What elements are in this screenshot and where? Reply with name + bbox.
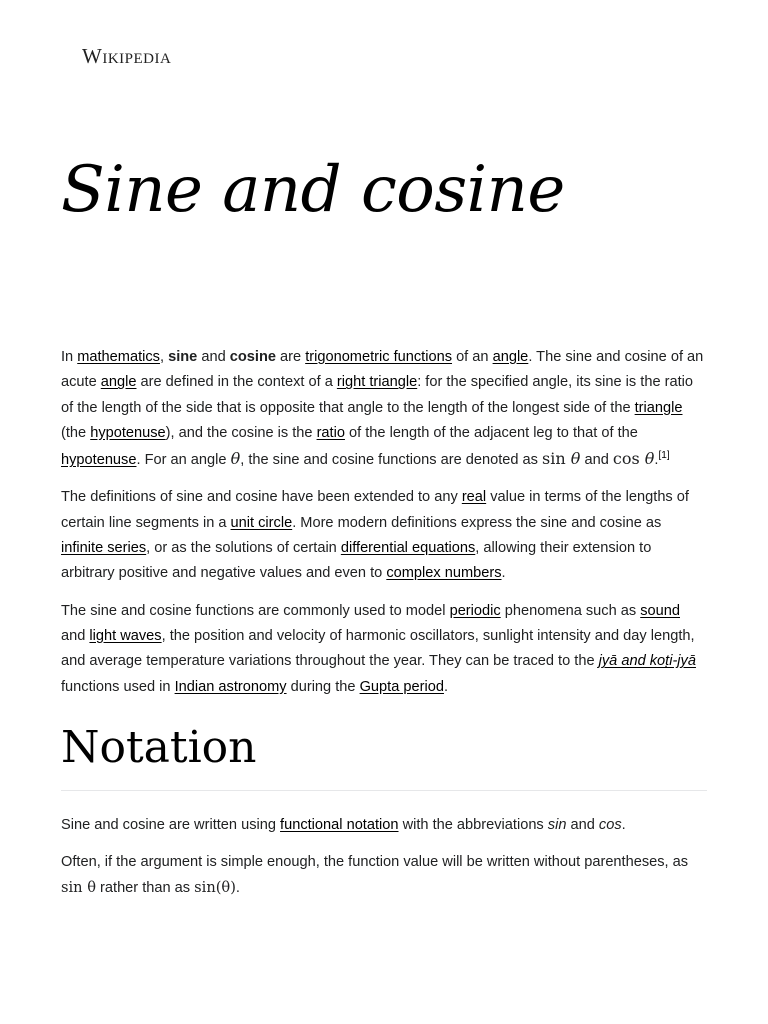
section-divider xyxy=(61,790,707,791)
bold-cosine: cosine xyxy=(229,349,276,365)
text: Often, if the argument is simple enough, the function value will be written without parentheses, as xyxy=(61,854,689,871)
link-mathematics[interactable]: mathematics xyxy=(77,349,160,365)
text: . More modern definitions express the sine and cosine as xyxy=(292,514,662,531)
link-triangle[interactable]: triangle xyxy=(634,399,683,416)
link-infinite-series[interactable]: infinite series xyxy=(61,540,147,557)
notation-paragraph-1 xyxy=(61,813,707,838)
text: phenomena such as xyxy=(500,602,641,619)
text: functions used in xyxy=(61,678,175,695)
text: of the length of the adjacent leg to that of the xyxy=(344,424,638,441)
text: during the xyxy=(286,678,360,695)
link-indian-astronomy[interactable]: Indian astronomy xyxy=(174,678,287,695)
section-heading-notation: Notation xyxy=(61,721,257,773)
link-ratio[interactable]: ratio xyxy=(316,424,345,441)
text: . The sine and cosine of an acute xyxy=(61,349,704,391)
text: are xyxy=(275,349,306,365)
theta-symbol: θ xyxy=(570,449,581,469)
link-gupta-period[interactable]: Gupta period xyxy=(359,678,444,695)
text: . xyxy=(235,880,240,897)
text: of an xyxy=(452,349,493,365)
sin-symbol: sin xyxy=(542,449,566,469)
text: : for the specified angle, its sine is the ratio of the length of the side that is opposite that angle to the length of the longest side of the xyxy=(61,374,694,416)
reference-link[interactable]: [1] xyxy=(658,450,670,462)
link-hypotenuse[interactable]: hypotenuse xyxy=(90,424,166,441)
text: are defined in the context of a xyxy=(136,374,337,391)
text: , the position and velocity of harmonic oscillators, sunlight intensity and day length, and average temperature variations throughout the year. They can be traced to the xyxy=(61,627,695,670)
text: , xyxy=(159,349,169,365)
text: . For an angle xyxy=(136,452,231,469)
link-angle[interactable]: angle xyxy=(492,349,529,365)
article-body xyxy=(61,345,707,914)
intro-paragraph-2 xyxy=(61,485,707,586)
math-cos-theta xyxy=(613,449,655,468)
link-complex-numbers[interactable]: complex numbers xyxy=(386,565,502,582)
intro-paragraph-3 xyxy=(61,599,707,700)
text: and xyxy=(197,349,230,365)
abbr-cos: cos xyxy=(598,816,622,833)
link-functional-notation[interactable]: functional notation xyxy=(280,816,399,833)
text: and xyxy=(566,816,599,833)
theta-symbol: θ xyxy=(230,449,241,469)
page-title: Sine and cosine xyxy=(61,153,565,227)
notation-paragraph-2 xyxy=(61,850,707,902)
reference-1[interactable] xyxy=(658,450,669,461)
text: , or as the solutions of certain xyxy=(146,540,341,557)
math-sin-paren-theta: sin(θ) xyxy=(194,879,236,897)
link-hypotenuse-2[interactable]: hypotenuse xyxy=(61,452,137,469)
math-sin-theta-inline: sin θ xyxy=(61,879,96,897)
text: . xyxy=(443,678,449,695)
text: Sine and cosine are written using xyxy=(61,816,281,833)
text: , the sine and cosine functions are denoted as xyxy=(240,452,543,469)
text: The definitions of sine and cosine have been extended to any xyxy=(61,489,462,506)
link-right-triangle[interactable]: right triangle xyxy=(336,374,418,391)
text: ), and the cosine is the xyxy=(165,424,317,441)
text: , allowing their extension to arbitrary positive and negative values and even to xyxy=(61,540,652,582)
cos-symbol: cos xyxy=(612,449,640,469)
link-differential-equations[interactable]: differential equations xyxy=(340,540,476,557)
link-sound[interactable]: sound xyxy=(640,602,680,619)
text: . xyxy=(501,565,506,582)
abbr-sin: sin xyxy=(547,816,567,833)
wikipedia-logo[interactable]: Wikipedia xyxy=(82,44,172,68)
theta-symbol: θ xyxy=(644,449,655,469)
link-unit-circle[interactable]: unit circle xyxy=(230,514,293,531)
math-theta xyxy=(231,449,241,468)
text: with the abbreviations xyxy=(398,816,548,833)
text: and xyxy=(580,452,613,469)
text: The sine and cosine functions are commonly used to model xyxy=(61,602,450,619)
text: In xyxy=(61,349,78,365)
link-jya[interactable]: jyā and koṭi-jyā xyxy=(598,653,696,670)
text: and xyxy=(61,627,90,644)
link-trigonometric-functions[interactable]: trigonometric functions xyxy=(305,349,453,365)
intro-paragraph-1 xyxy=(61,345,707,473)
math-sin-theta xyxy=(542,449,580,468)
text: . xyxy=(654,452,659,469)
text: rather than as xyxy=(95,880,195,897)
text: . xyxy=(621,816,626,833)
bold-sine: sine xyxy=(168,349,198,365)
link-periodic[interactable]: periodic xyxy=(449,602,501,619)
link-angle-2[interactable]: angle xyxy=(100,374,137,391)
text: value in terms of the lengths of certain line segments in a xyxy=(61,489,689,531)
text: (the xyxy=(61,424,91,441)
link-light-waves[interactable]: light waves xyxy=(89,627,162,644)
link-real[interactable]: real xyxy=(461,489,487,506)
